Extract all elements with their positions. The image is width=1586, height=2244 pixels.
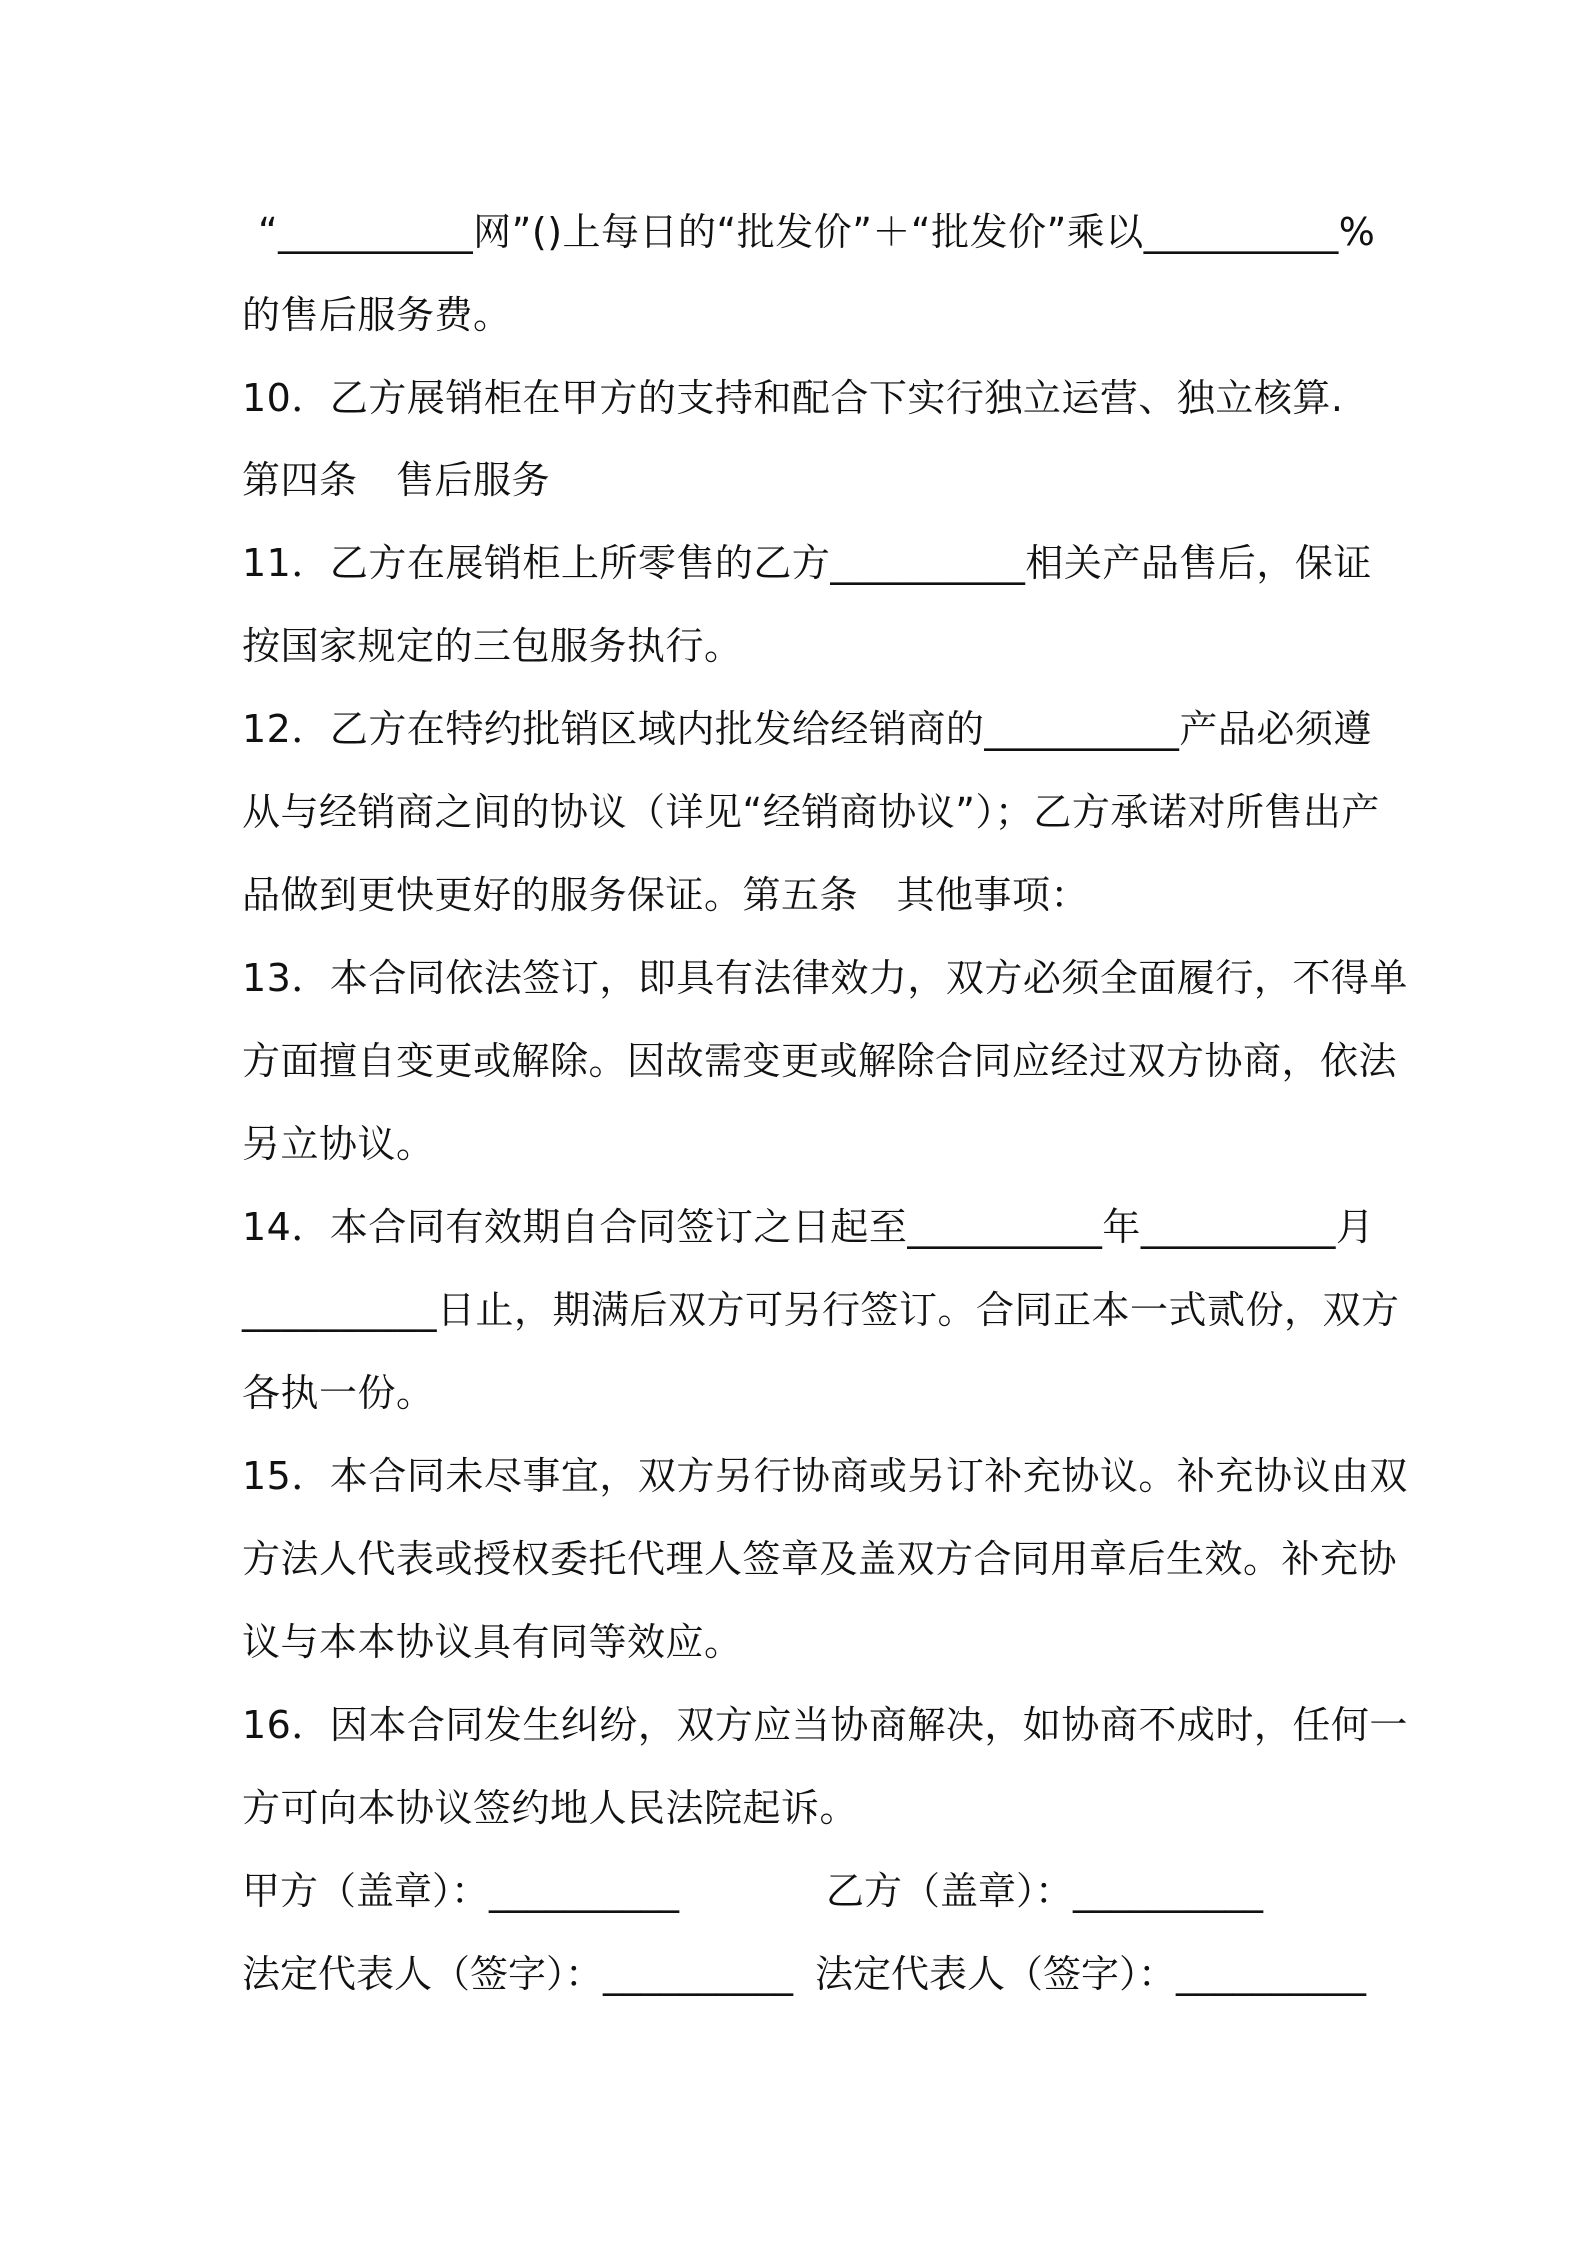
text-line: __________日止，期满后双方可另行签订。合同正本一式贰份，双方 — [242, 1288, 1400, 1332]
party-b-seal: 乙方（盖章）：__________ — [826, 1869, 1264, 1913]
party-a-seal: 甲方（盖章）：__________ — [242, 1869, 680, 1913]
text-line: 15．本合同未尽事宜，双方另行协商或另订补充协议。补充协议由双 — [242, 1454, 1408, 1498]
text-line: 按国家规定的三包服务执行。 — [242, 624, 743, 668]
party-a-representative: 法定代表人（签字）：__________ — [242, 1952, 794, 1996]
text-line: 的售后服务费。 — [242, 293, 512, 337]
text-line: 13．本合同依法签订，即具有法律效力，双方必须全面履行，不得单 — [242, 956, 1408, 1000]
text-line: 10．乙方展销柜在甲方的支持和配合下实行独立运营、独立核算. — [242, 376, 1344, 420]
text-line: 12．乙方在特约批销区域内批发给经销商的__________产品必须遵 — [242, 707, 1372, 751]
text-line: 14．本合同有效期自合同签订之日起至__________年__________月 — [242, 1205, 1375, 1249]
text-line: 各执一份。 — [242, 1371, 435, 1415]
text-line: 议与本本协议具有同等效应。 — [242, 1620, 743, 1664]
text-line: 11．乙方在展销柜上所零售的乙方__________相关产品售后，保证 — [242, 541, 1372, 585]
text-line: 品做到更快更好的服务保证。第五条 其他事项： — [242, 873, 1090, 917]
party-b-representative: 法定代表人（签字）：__________ — [815, 1952, 1367, 1996]
section-heading: 第四条 售后服务 — [242, 458, 551, 502]
text-line: 16．因本合同发生纠纷，双方应当协商解决，如协商不成时，任何一 — [242, 1703, 1408, 1747]
text-line: 从与经销商之间的协议（详见“经销商协议”）；乙方承诺对所售出产 — [242, 790, 1380, 834]
text-line: 另立协议。 — [242, 1122, 435, 1166]
text-line: 方可向本协议签约地人民法院起诉。 — [242, 1786, 859, 1830]
text-line: 方面擅自变更或解除。因故需变更或解除合同应经过双方协商，依法 — [242, 1039, 1398, 1083]
text-line: “__________网”()上每日的“批发价”＋“批发价”乘以__________% — [258, 210, 1376, 254]
text-line: 方法人代表或授权委托代理人签章及盖双方合同用章后生效。补充协 — [242, 1537, 1398, 1581]
